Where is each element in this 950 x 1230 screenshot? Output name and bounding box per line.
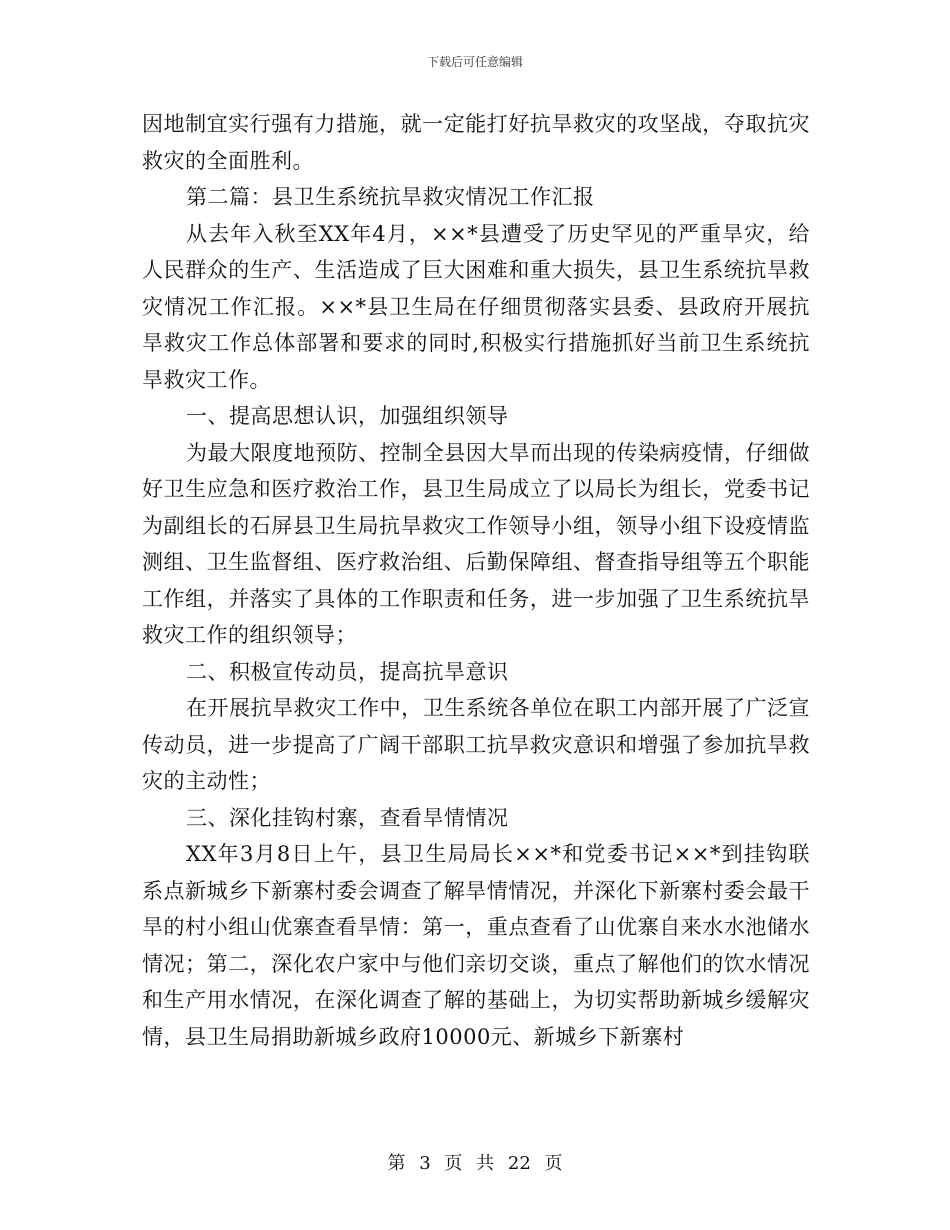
footer-page-word: 页 bbox=[444, 1153, 463, 1174]
document-body bbox=[142, 106, 810, 1055]
heading-3: 三、深化挂钩村寨，查看旱情情况 bbox=[186, 805, 509, 830]
paragraph-9: XX年3月8日上午，县卫生局局长××*和党委书记××*到挂钩联系点新城乡下新寨村委会调查了解旱情情况，并深化下新寨村委会最干旱的村小组山优寨查看旱情：第一，重点查看了山优寨自来水水池储水情况；第二，深化农户家中与他们亲切交谈，重点了解他们的饮水情况和生产用水情况，在深化调查了解的基础上，为切实帮助新城乡缓解灾情，县卫生局捐助新城乡政府10000元、新城乡下新寨村 bbox=[142, 842, 810, 1049]
heading-1: 一、提高思想认识，加强组织领导 bbox=[186, 404, 509, 428]
footer-total-word: 共 bbox=[476, 1153, 495, 1174]
page-footer bbox=[0, 1152, 950, 1176]
total-pages-number: 22 bbox=[507, 1153, 531, 1174]
footer-prefix: 第 bbox=[387, 1153, 406, 1174]
paragraph-3: 从去年入秋至XX年4月，××*县遭受了历史罕见的严重旱灾，给人民群众的生产、生活造成了巨大困难和重大损失，县卫生系统抗旱救灾情况工作汇报。××*县卫生局在仔细贯彻落实县委、县政府开展抗旱救灾工作总体部署和要求的同时,积极实行措施抓好当前卫生系统抗旱救灾工作。 bbox=[142, 221, 810, 392]
paragraph-1: 因地制宜实行强有力措施，就一定能打好抗旱救灾的攻坚战，夺取抗灾救灾的全面胜利。 bbox=[142, 112, 810, 173]
footer-suffix: 页 bbox=[544, 1153, 563, 1174]
page-header-note: 下载后可任意编辑 bbox=[426, 55, 523, 69]
heading-2: 二、积极宣传动员，提高抗旱意识 bbox=[186, 659, 509, 684]
paragraph-5: 为最大限度地预防、控制全县因大旱而出现的传染病疫情，仔细做好卫生应急和医疗救治工作，县卫生局成立了以局长为组长，党委书记为副组长的石屏县卫生局抗旱救灾工作领导小组，领导小组下设疫情监测组、卫生监督组、医疗救治组、后勤保障组、督查指导组等五个职能工作组，并落实了具体的工作职责和任务，进一步加强了卫生系统抗旱救灾工作的组织领导； bbox=[142, 440, 810, 647]
current-page-number: 3 bbox=[419, 1153, 431, 1174]
section-title-2: 第二篇：县卫生系统抗旱救灾情况工作汇报 bbox=[186, 185, 595, 209]
paragraph-7: 在开展抗旱救灾工作中，卫生系统各单位在职工内部开展了广泛宣传动员，进一步提高了广阔干部职工抗旱救灾意识和增强了参加抗旱救灾的主动性； bbox=[142, 696, 810, 793]
